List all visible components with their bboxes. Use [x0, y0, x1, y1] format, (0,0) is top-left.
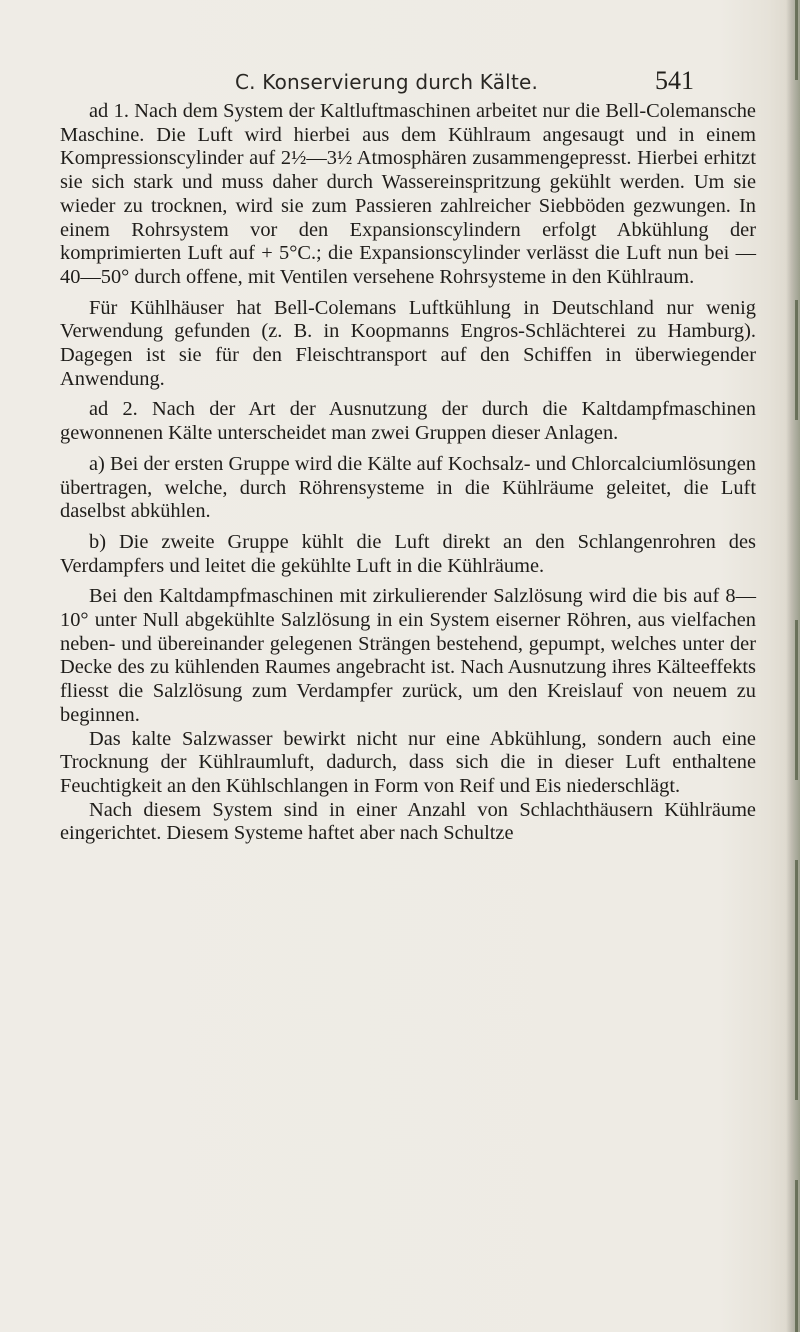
page-spine-shadow — [786, 0, 800, 1332]
paragraph: ad 2. Nach der Art der Ausnutzung der durch die Kaltdampfmaschinen gewonnenen Kälte unterscheidet man zwei Gruppen dieser Anlagen. — [60, 398, 756, 445]
page-number: 541 — [655, 66, 694, 95]
page-header — [0, 68, 800, 100]
paragraph: Bei den Kaltdampfmaschinen mit zirkulierender Salzlösung wird die bis auf 8—10° unter Null abgekühlte Salzlösung in ein System eiserner Röhren, aus vielfachen neben- und übereinander gelegenen Strängen bestehend, gepumpt, welches unter der Decke des zu kühlenden Raumes angebracht ist. Nach Ausnutzung ihres Kälteeffekts fliesst die Salzlösung zum Verdampfer zurück, um den Kreislauf von neuem zu beginnen. — [60, 585, 756, 726]
paragraph: b) Die zweite Gruppe kühlt die Luft direkt an den Schlangenrohren des Verdampfers und leitet die gekühlte Luft in die Kühlräume. — [60, 530, 756, 577]
paragraph: Das kalte Salzwasser bewirkt nicht nur eine Abkühlung, sondern auch eine Trocknung der Kühlraumluft, dadurch, dass sich die in dieser Luft enthaltene Feuchtigkeit an den Kühlschlangen in Form von Reif und Eis niederschlägt. — [60, 727, 756, 797]
running-title: C. Konservierung durch Kälte. — [235, 70, 539, 94]
spine-mark — [795, 300, 798, 420]
spine-mark — [795, 860, 798, 1100]
spine-mark — [795, 1180, 798, 1332]
paragraph: Für Kühlhäuser hat Bell-Colemans Luftkühlung in Deutschland nur wenig Verwendung gefunden (z. B. in Koopmanns Engros-Schlächterei zu Hamburg). Dagegen ist sie für den Fleischtransport auf den Schiffen in überwiegender Anwendung. — [60, 296, 756, 390]
paragraph: a) Bei der ersten Gruppe wird die Kälte auf Kochsalz- und Chlorcalciumlösungen übertragen, welche, durch Röhrensysteme in die Kühlräume geleitet, die Luft daselbst abkühlen. — [60, 452, 756, 523]
paragraph: Nach diesem System sind in einer Anzahl von Schlachthäusern Kühlräume eingerichtet. Diesem Systeme haftet aber nach Schultze — [60, 798, 756, 845]
spine-mark — [795, 620, 798, 780]
paragraph: ad 1. Nach dem System der Kaltluftmaschinen arbeitet nur die Bell-Colemansche Maschine. Die Luft wird hierbei aus dem Kühlraum angesaugt und in einem Kompressionscylinder auf 2½—3½ Atmosphären zusammengepresst. Hierbei erhitzt sie sich stark und muss daher durch Wassereinspritzung gekühlt werden. Um sie wieder zu trocknen, wird sie zum Passieren zahlreicher Siebböden gezwungen. In einem Rohrsystem vor den Expansionscylindern erfolgt Abkühlung der komprimierten Luft auf + 5°C.; die Expansionscylinder verlässt die Luft nun bei — 40—50° durch offene, mit Ventilen versehene Rohrsysteme in den Kühlraum. — [60, 100, 756, 288]
body-text — [60, 100, 756, 846]
